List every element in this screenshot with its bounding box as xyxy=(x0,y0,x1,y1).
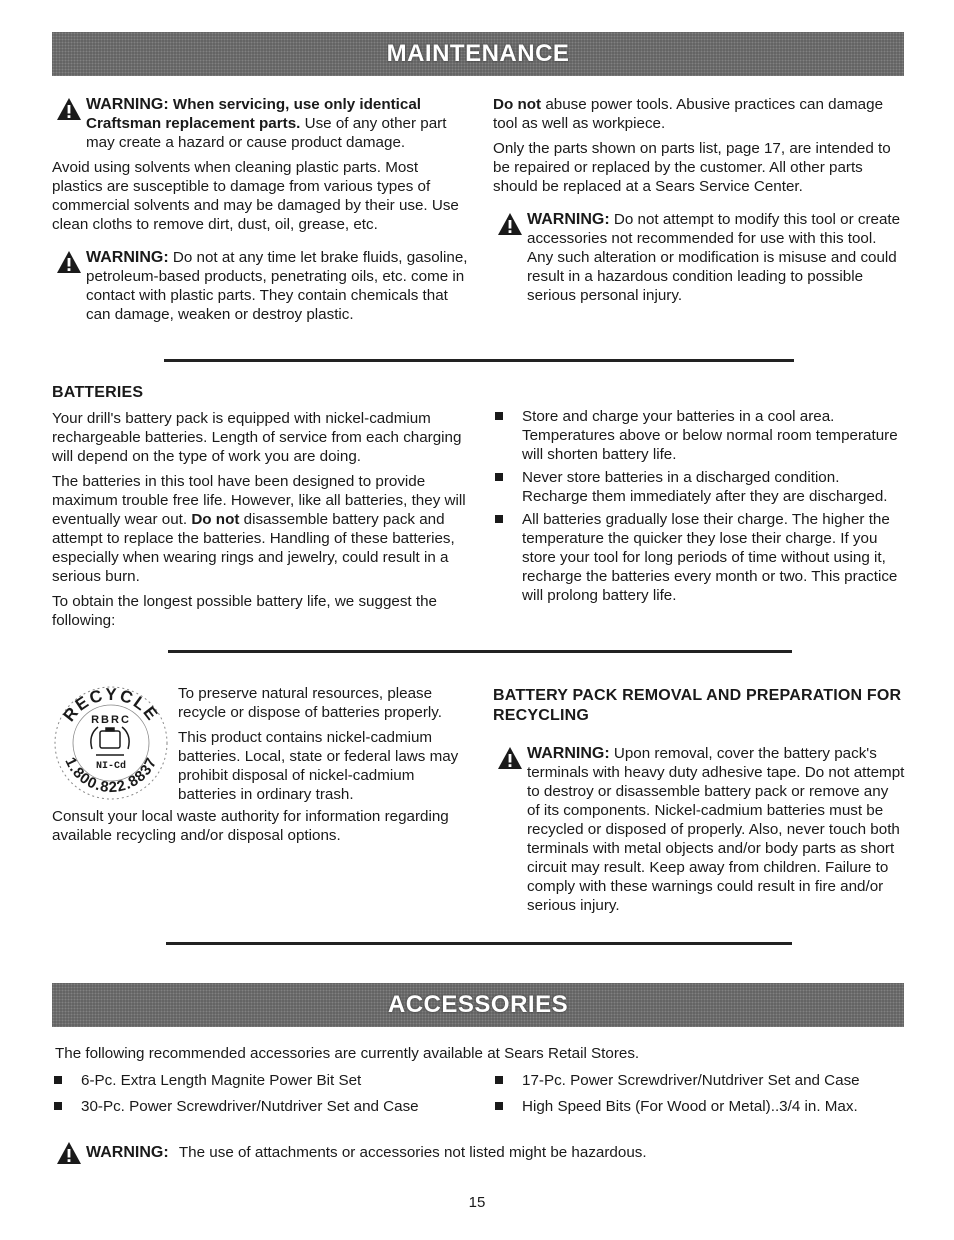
warning-icon xyxy=(56,1141,82,1165)
seal-chem-text: NI-Cd xyxy=(95,761,127,772)
warning-text: Do not attempt to modify this tool or create accessories not recommended for use with this tool. Any such alteration or modification is misuse and could result in a hazardous condition leading to possible serious personal injury. xyxy=(527,211,901,304)
warning-icon xyxy=(56,250,82,274)
accessories-left-list xyxy=(52,1071,472,1116)
accessories-title: ACCESSORIES xyxy=(387,991,569,1018)
warning-text: The use of attachments or accessories not listed might be hazardous. xyxy=(178,1144,647,1161)
warning-label: WARNING: xyxy=(527,211,610,228)
accessories-warning xyxy=(52,1143,902,1168)
recycle-intro-text xyxy=(178,684,468,810)
accessories-right-list xyxy=(493,1071,905,1116)
warning-text: Upon removal, cover the battery pack's terminals with heavy duty adhesive tape. Do not attempt to destroy or disassemble battery pack or remove any of its components. Nickel-cadmium batteries must be recycled or disposed of properly. Also, never touch both terminals with metal objects and/or body parts as short circuit may result. Keep away from children. Failure to comply with these warnings could result in fire and/or serious injury. xyxy=(527,745,905,914)
warning-text: Use of any other part may create a hazard or cause product damage. xyxy=(86,115,447,151)
parts-paragraph: Only the parts shown on parts list, page 17, are intended to be repaired or replaced by the customer. All other parts should be replaced at a Sears Service Center. xyxy=(493,140,891,195)
list-item: 6-Pc. Extra Length Magnite Power Bit Set xyxy=(52,1071,472,1090)
accessories-banner xyxy=(52,983,904,1027)
recycle-paragraph-1: To preserve natural resources, please recycle or dispose of batteries properly. xyxy=(178,685,442,721)
warning-label: WARNING: xyxy=(527,745,610,762)
list-item: All batteries gradually lose their charge. The higher the temperature the quicker they lose their charge. If you store your tool for long periods of time without using it, recharge the batteries every month or two. This practice will prolong battery life. xyxy=(493,510,898,605)
maintenance-right-column xyxy=(493,95,905,311)
batteries-heading: BATTERIES xyxy=(52,384,144,401)
list-item: High Speed Bits (For Wood or Metal)..3/4 in. Max. xyxy=(493,1097,905,1116)
warning-replacement-parts xyxy=(52,95,472,152)
page-number: 15 xyxy=(468,1194,486,1211)
accessories-intro-text: The following recommended accessories are currently available at Sears Retail Stores. xyxy=(55,1045,640,1062)
batteries-paragraph-3: To obtain the longest possible battery life, we suggest the following: xyxy=(52,593,437,629)
batteries-paragraph-2-start: The batteries in this tool have been designed to provide maximum trouble free life. However, like all batteries, they will eventually wear out. xyxy=(52,473,466,528)
warning-label: WARNING: xyxy=(86,96,169,113)
warning-label: WARNING: xyxy=(86,249,169,266)
batteries-paragraph-2-end: disassemble battery pack and attempt to replace the batteries. Handling of these batteries, especially when wearing rings and jewelry, could result in a serious burn. xyxy=(52,511,455,585)
batteries-left-column xyxy=(52,383,467,636)
warning-brake-fluids xyxy=(52,248,472,324)
seal-org-text: RBRC xyxy=(91,714,131,726)
section-divider xyxy=(164,359,794,362)
rbrc-recycle-seal-icon xyxy=(52,683,170,801)
warning-label: WARNING: xyxy=(86,1144,169,1161)
battery-removal-column xyxy=(493,686,905,921)
recycle-paragraph-2: This product contains nickel-cadmium batteries. Local, state or federal laws may prohibit disposal of nickel-cadmium batteries in ordinary trash. xyxy=(178,729,459,803)
list-item: 17-Pc. Power Screwdriver/Nutdriver Set and Case xyxy=(493,1071,905,1090)
seal-top-text: RECYCLE xyxy=(59,684,163,726)
abuse-paragraph xyxy=(493,95,905,133)
warning-attachments xyxy=(52,1143,902,1162)
warning-bold-text: When servicing, use only identical Craftsman replacement parts. xyxy=(86,96,422,132)
section-divider xyxy=(166,942,792,945)
maintenance-banner xyxy=(52,32,904,76)
batteries-paragraph-2-bold: Do not xyxy=(191,511,240,528)
battery-removal-heading: BATTERY PACK REMOVAL AND PREPARATION FOR RECYCLING xyxy=(493,687,902,724)
batteries-paragraph-2 xyxy=(52,472,467,586)
accessories-right-list-column xyxy=(493,1071,905,1120)
list-item: 30-Pc. Power Screwdriver/Nutdriver Set and Case xyxy=(52,1097,472,1116)
warning-modify-tool xyxy=(493,210,905,305)
batteries-right-column xyxy=(493,407,898,609)
warning-battery-removal xyxy=(493,744,905,915)
section-divider xyxy=(168,650,792,653)
accessories-left-list-column xyxy=(52,1071,472,1120)
warning-icon xyxy=(56,97,82,121)
battery-recycle-icon xyxy=(91,727,129,755)
recycle-paragraph-3: Consult your local waste authority for information regarding available recycling and/or disposal options. xyxy=(52,808,449,844)
accessories-intro xyxy=(55,1044,905,1069)
maintenance-left-column xyxy=(52,95,472,330)
batteries-paragraph-1: Your drill's battery pack is equipped with nickel-cadmium rechargeable batteries. Length of service from each charging will depend on the type of work you are doing. xyxy=(52,410,462,465)
warning-icon xyxy=(497,212,523,236)
seal-phone-text: 1.800.822.8837 xyxy=(61,754,161,797)
batteries-tips-list xyxy=(493,407,898,605)
abuse-text: abuse power tools. Abusive practices can damage tool as well as workpiece. xyxy=(493,96,884,132)
solvents-paragraph: Avoid using solvents when cleaning plastic parts. Most plastics are susceptible to damage from various types of commercial solvents and may be damaged by their use. Use clean cloths to remove dirt, dust, oil, grease, etc. xyxy=(52,159,459,233)
recycle-consult-text xyxy=(52,807,467,851)
maintenance-title: MAINTENANCE xyxy=(386,40,570,67)
warning-icon xyxy=(497,746,523,770)
list-item: Never store batteries in a discharged condition. Recharge them immediately after they are discharged. xyxy=(493,468,898,506)
list-item: Store and charge your batteries in a cool area. Temperatures above or below normal room temperature will shorten battery life. xyxy=(493,407,898,464)
warning-text: Do not at any time let brake fluids, gasoline, petroleum-based products, penetrating oils, etc. come in contact with plastic parts. They contain chemicals that can damage, weaken or destroy plastic. xyxy=(86,249,468,323)
abuse-bold: Do not xyxy=(493,96,542,113)
